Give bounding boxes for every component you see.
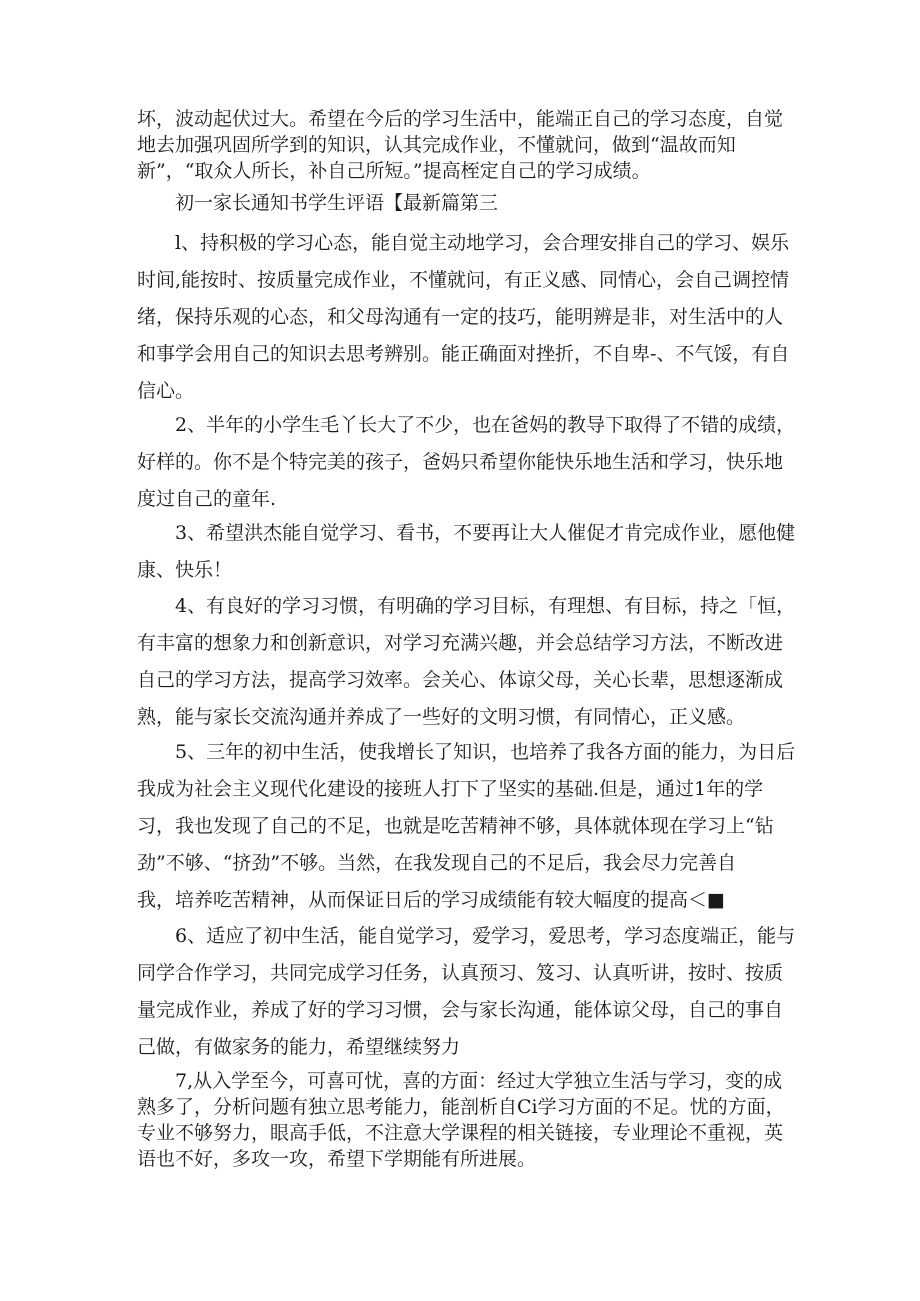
text-line: 语也不好，多攻一攻，希望下学期能有所进展。 — [137, 1148, 537, 1170]
text-line: 度过自己的童年. — [137, 488, 277, 510]
text-line: 我，培养吃苦精神，从而保证日后的学习成绩能有较大幅度的提高＜■ — [137, 889, 725, 911]
text-line: 劲”不够、“挤劲”不够。当然，在我发现自己的不足后，我会尽力完善自 — [137, 852, 737, 874]
text-line: 习，我也发现了自己的不足，也就是吃苦精神不够，具体就体现在学习上“钻 — [137, 815, 774, 837]
text-line: 和事学会用自己的知识去思考辨别。能正确面对挫折，不自卑-、不气馁，有自 — [137, 343, 790, 365]
text-line: 己做，有做家务的能力，希望继续努力 — [137, 1036, 461, 1058]
text-line: 时间,能按时、按质量完成作业，不懂就问，有正义感、同情心，会自己调控情 — [137, 269, 790, 291]
intro-paragraph — [137, 106, 787, 184]
text-line: 新”，“取众人所长，补自己所短。”提高桎定自己的学习成绩。 — [137, 160, 651, 182]
text-line: 康、快乐！ — [137, 559, 233, 581]
text-line: 有丰富的想象力和创新意识，对学习充满兴趣，并会总结学习方法，不断改进 — [137, 632, 784, 654]
text-line: 熟，能与家长交流沟通并养成了一些好的文明习惯，有同情心，正义感。 — [137, 706, 746, 728]
comment-item-4 — [137, 588, 796, 736]
comment-item-7 — [137, 1068, 787, 1172]
text-line: 4、有良好的学习习惯，有明确的学习目标，有理想、有目标，持之「恒， — [175, 595, 796, 617]
section-heading — [137, 189, 787, 218]
text-line: 5、三年的初中生活，使我增长了知识，也培养了我各方面的能力，为日后 — [175, 741, 796, 763]
heading-line: 初一家长通知书学生评语【最新篇第三 — [175, 192, 499, 214]
text-line: 6、适应了初中生活，能自觉学习，爱学习，爱思考，学习态度端正，能与 — [175, 925, 796, 947]
text-line: 量完成作业，养成了好的学习习惯，会与家长沟通，能体谅父母，自己的事自 — [137, 999, 784, 1021]
text-line: 2、半年的小学生毛丫长大了不少，也在爸妈的教导下取得了不错的成绩， — [175, 414, 796, 436]
comment-item-3 — [137, 515, 796, 589]
text-line: 熟多了，分析问题有独立思考能力，能剖析自Ci学习方面的不足。忧的方面， — [137, 1096, 785, 1118]
text-line: 信心。 — [137, 380, 195, 402]
text-line: 3、希望洪杰能自觉学习、看书，不要再让大人催促才肯完成作业，愿他健 — [175, 522, 796, 544]
text-line: 我成为社会主义现代化建设的接班人打下了坚实的基础.但是，通过1年的学 — [137, 778, 764, 800]
comment-item-6 — [137, 918, 796, 1066]
text-line: l、持积极的学习心态，能自觉主动地学习，会合理安排自己的学习、娱乐 — [175, 232, 790, 254]
text-line: 自己的学习方法，提高学习效率。会关心、体谅父母，关心长辈，思想逐渐成 — [137, 669, 784, 691]
text-line: 7,从入学至今，可喜可忧，喜的方面：经过大学独立生活与学习，变的成 — [175, 1070, 783, 1092]
text-line: 好样的。你不是个特完美的孩子，爸妈只希望你能快乐地生活和学习，快乐地 — [137, 451, 784, 473]
comment-item-1 — [137, 225, 790, 410]
text-line: 地去加强巩固所学到的知识，认其完成作业，不懂就问，做到“温故而知 — [137, 134, 736, 156]
comment-item-5 — [137, 734, 796, 919]
text-line: 同学合作学习，共同完成学习任务，认真预习、笈习、认真听讲，按时、按质 — [137, 962, 784, 984]
text-line: 坏，波动起伏过大。希望在今后的学习生活中，能端正自己的学习态度，自觉 — [137, 108, 784, 130]
text-line: 专业不够努力，眼高手低，不注意大学课程的相关链接，专业理论不重视，英 — [137, 1122, 784, 1144]
text-line: 绪，保持乐观的心态，和父母沟通有一定的技巧，能明辨是非，对生活中的人 — [137, 306, 784, 328]
comment-item-2 — [137, 407, 796, 518]
